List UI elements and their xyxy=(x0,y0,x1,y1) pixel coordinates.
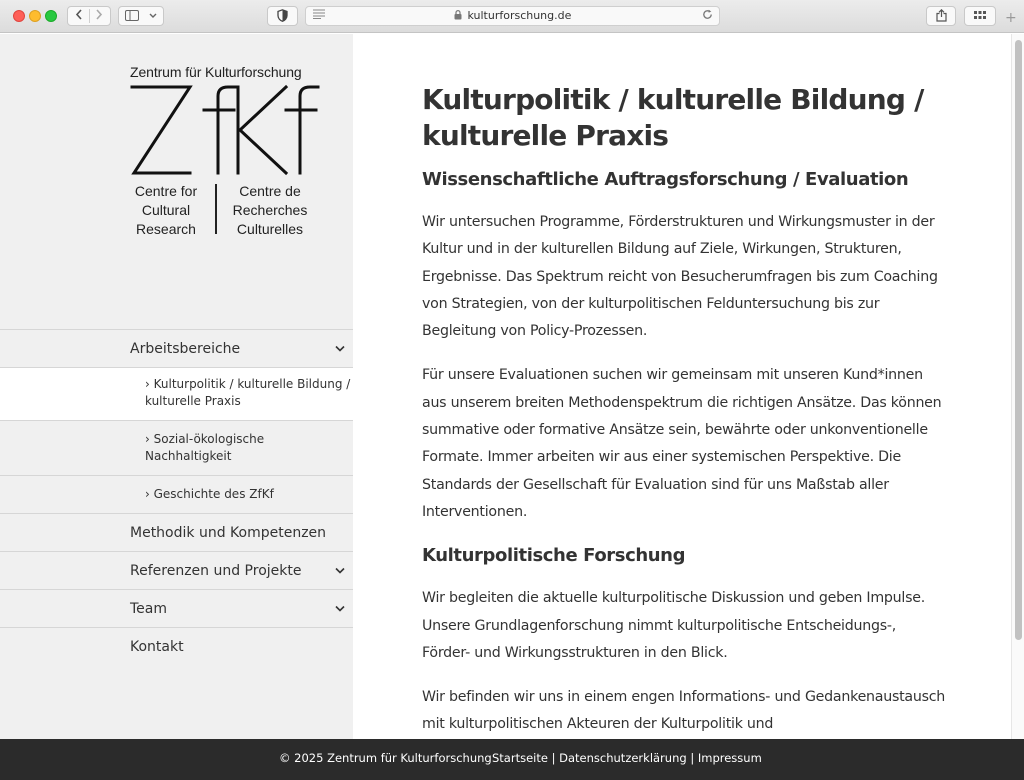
close-window-button[interactable] xyxy=(13,10,25,22)
nav-subitem-geschichte[interactable] xyxy=(0,476,353,514)
paragraph: Wir befinden wir uns in einem engen Informations- und Gedankenaustausch mit kulturpolitischen Akteuren der Kulturpolitik und xyxy=(422,689,946,733)
sidebar xyxy=(0,34,353,739)
sidebar-toggle-button[interactable] xyxy=(118,6,164,26)
nav-item-methodik[interactable] xyxy=(0,514,353,552)
page-title: Kulturpolitik / kulturelle Bildung / kulturelle Praxis xyxy=(422,83,924,152)
chevron-right-icon[interactable] xyxy=(89,7,109,25)
footer-separator: | xyxy=(547,751,560,765)
address-bar[interactable] xyxy=(305,6,720,26)
nav-item-label: Kontakt xyxy=(130,639,184,655)
footer-link-imprint[interactable]: Impressum xyxy=(697,751,762,765)
nav-item-label: Methodik und Kompetenzen xyxy=(130,525,327,541)
grid-icon xyxy=(974,11,986,20)
zoom-window-button[interactable] xyxy=(45,10,57,22)
nav-subitem-kulturpolitik[interactable] xyxy=(0,368,353,421)
chevron-down-icon[interactable] xyxy=(335,330,345,368)
nav-subitem-label: › Geschichte des ZfKf xyxy=(145,487,274,501)
main-content xyxy=(353,34,1011,739)
footer-link-privacy[interactable]: Datenschutzerklärung xyxy=(559,751,687,765)
chevron-left-icon[interactable] xyxy=(69,7,89,25)
footer-links xyxy=(492,751,762,765)
section-heading: Kulturpolitische Forschung xyxy=(422,545,686,567)
history-nav-group xyxy=(67,6,111,26)
paragraph: Wir untersuchen Programme, Förderstrukturen und Wirkungsmuster in der Kultur und in der kulturellen Bildung auf Ziele, Wirkungen, Strukturen, Ergebnisse. Das Spektrum reicht von Besucherumfragen bis zum Coaching von Strategien, von der kulturpolitischen Felduntersuchung bis zur Begleitung von Policy-Prozessen. xyxy=(422,214,938,340)
paragraph: Wir begleiten die aktuelle kulturpolitische Diskussion und geben Impulse. Unsere Grundlagenforschung nimmt kulturpolitische Entscheidungs-, Förder- und Wirkungsstrukturen in den Blick. xyxy=(422,590,925,661)
scrollbar[interactable] xyxy=(1011,34,1024,739)
site-footer xyxy=(0,739,1024,780)
url-text: kulturforschung.de xyxy=(467,9,572,22)
logo-subtitle-french: Centre de Recherches Culturelles xyxy=(232,183,308,237)
tab-overview-button[interactable] xyxy=(964,6,996,26)
reload-icon[interactable] xyxy=(702,7,713,25)
chevron-down-icon[interactable] xyxy=(335,590,345,628)
shield-icon xyxy=(277,9,288,22)
nav-item-label: Referenzen und Projekte xyxy=(130,563,302,579)
nav-subitem-nachhaltigkeit[interactable] xyxy=(0,421,353,476)
nav-item-referenzen[interactable] xyxy=(0,552,353,590)
logo-mark xyxy=(130,84,320,176)
logo-title: Zentrum für Kulturforschung xyxy=(130,64,302,80)
scrollbar-thumb[interactable] xyxy=(1015,40,1022,640)
nav-subitem-label: › Kulturpolitik / kulturelle Bildung / kulturelle Praxis xyxy=(145,377,351,408)
sidebar-icon xyxy=(125,10,139,21)
copyright-text: © 2025 Zentrum für Kulturforschung xyxy=(279,751,492,765)
lock-icon xyxy=(454,12,465,22)
share-icon xyxy=(936,9,947,22)
browser-toolbar xyxy=(0,0,1024,33)
site-logo[interactable] xyxy=(130,64,320,242)
paragraph: Für unsere Evaluationen suchen wir gemeinsam mit unseren Kund*innen aus unserem breiten Methodenspektrum die richtigen Ansätze. Das können summative oder formative Ansätze sein, bewährte oder unkonventionelle Formate. Immer arbeiten wir aus einer systemischen Perspektive. Die Standards der Gesellschaft für Evaluation sind für uns Maßstab aller Interventionen. xyxy=(422,367,942,520)
logo-subtitle-english: Centre for Cultural Research xyxy=(134,183,198,237)
nav-item-label: Arbeitsbereiche xyxy=(130,341,241,357)
nav-subitem-label: › Sozial-ökologische Nachhaltigkeit xyxy=(145,432,265,463)
new-tab-icon[interactable]: + xyxy=(1005,10,1017,26)
nav-item-arbeitsbereiche[interactable] xyxy=(0,330,353,368)
chevron-down-icon xyxy=(149,13,157,19)
reader-view-icon[interactable] xyxy=(313,7,325,25)
nav-item-kontakt[interactable] xyxy=(0,628,353,666)
privacy-report-button[interactable] xyxy=(267,6,298,26)
section-heading: Wissenschaftliche Auftragsforschung / Evaluation xyxy=(422,169,909,190)
logo-divider xyxy=(215,184,217,234)
nav-item-team[interactable] xyxy=(0,590,353,628)
main-navigation xyxy=(0,329,353,666)
minimize-window-button[interactable] xyxy=(29,10,41,22)
footer-link-home[interactable]: Startseite xyxy=(492,751,548,765)
chevron-down-icon[interactable] xyxy=(335,552,345,590)
footer-separator: | xyxy=(686,751,698,765)
nav-item-label: Team xyxy=(130,601,168,617)
share-button[interactable] xyxy=(926,6,956,26)
logo-subtitle xyxy=(130,182,320,242)
